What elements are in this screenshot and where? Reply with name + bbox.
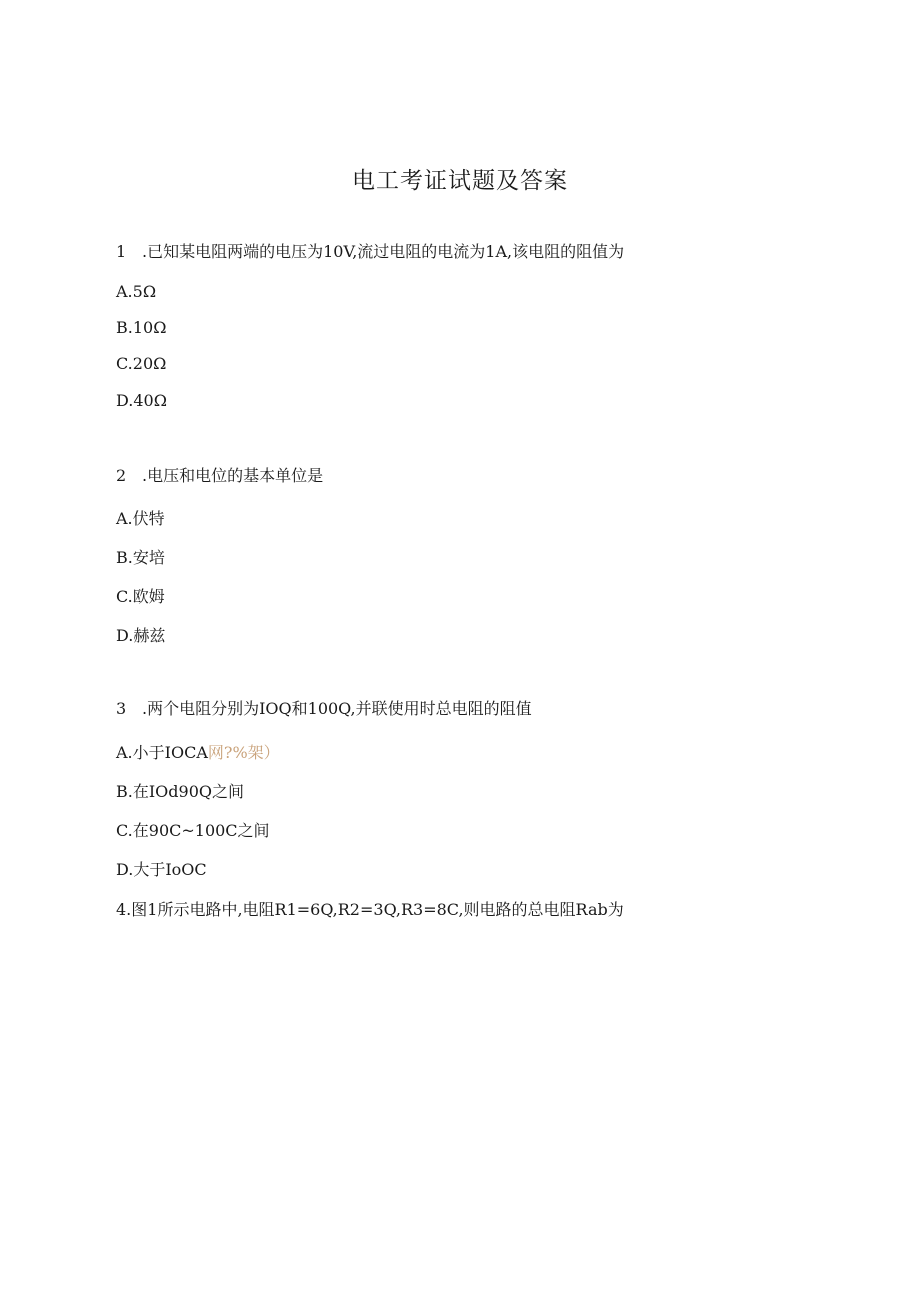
question-3-option-a — [116, 740, 280, 763]
question-3-option-d: D.大于IoOC — [116, 860, 207, 879]
question-1-option-a: A.5Ω — [116, 282, 157, 301]
question-2 — [116, 463, 323, 486]
question-1-option-b: B.10Ω — [116, 318, 167, 337]
question-2-option-a: A.伏特 — [116, 509, 165, 528]
question-text: .电压和电位的基本单位是 — [142, 466, 324, 485]
question-number: 1 — [116, 242, 127, 261]
question-1-option-d: D.40Ω — [116, 391, 167, 410]
question-number: 2 — [116, 466, 127, 485]
question-3-option-b: B.在IOd90Q之间 — [116, 782, 245, 801]
question-1 — [116, 239, 624, 262]
question-text: 图1所示电路中,电阻R1=6Q,R2=3Q,R3=8C,则电路的总电阻Rab为 — [131, 900, 624, 919]
page-title: 电工考证试题及答案 — [352, 168, 568, 194]
question-3 — [116, 696, 532, 719]
question-1-option-c: C.20Ω — [116, 354, 167, 373]
question-text: .已知某电阻两端的电压为10V,流过电阻的电流为1A,该电阻的阻值为 — [142, 242, 625, 261]
question-number: 3 — [116, 699, 127, 718]
question-2-option-b: B.安培 — [116, 548, 165, 567]
question-2-option-d: D.赫兹 — [116, 626, 166, 645]
question-2-option-c: C.欧姆 — [116, 587, 165, 606]
question-text: .两个电阻分别为IOQ和100Q,并联使用时总电阻的阻值 — [142, 699, 532, 718]
question-number: 4. — [116, 900, 132, 919]
question-3-option-c: C.在90C~100C之间 — [116, 821, 270, 840]
faint-annotation: 网?%架） — [207, 743, 280, 762]
option-text: A.小于IOCA — [116, 743, 208, 762]
question-4 — [116, 897, 624, 920]
